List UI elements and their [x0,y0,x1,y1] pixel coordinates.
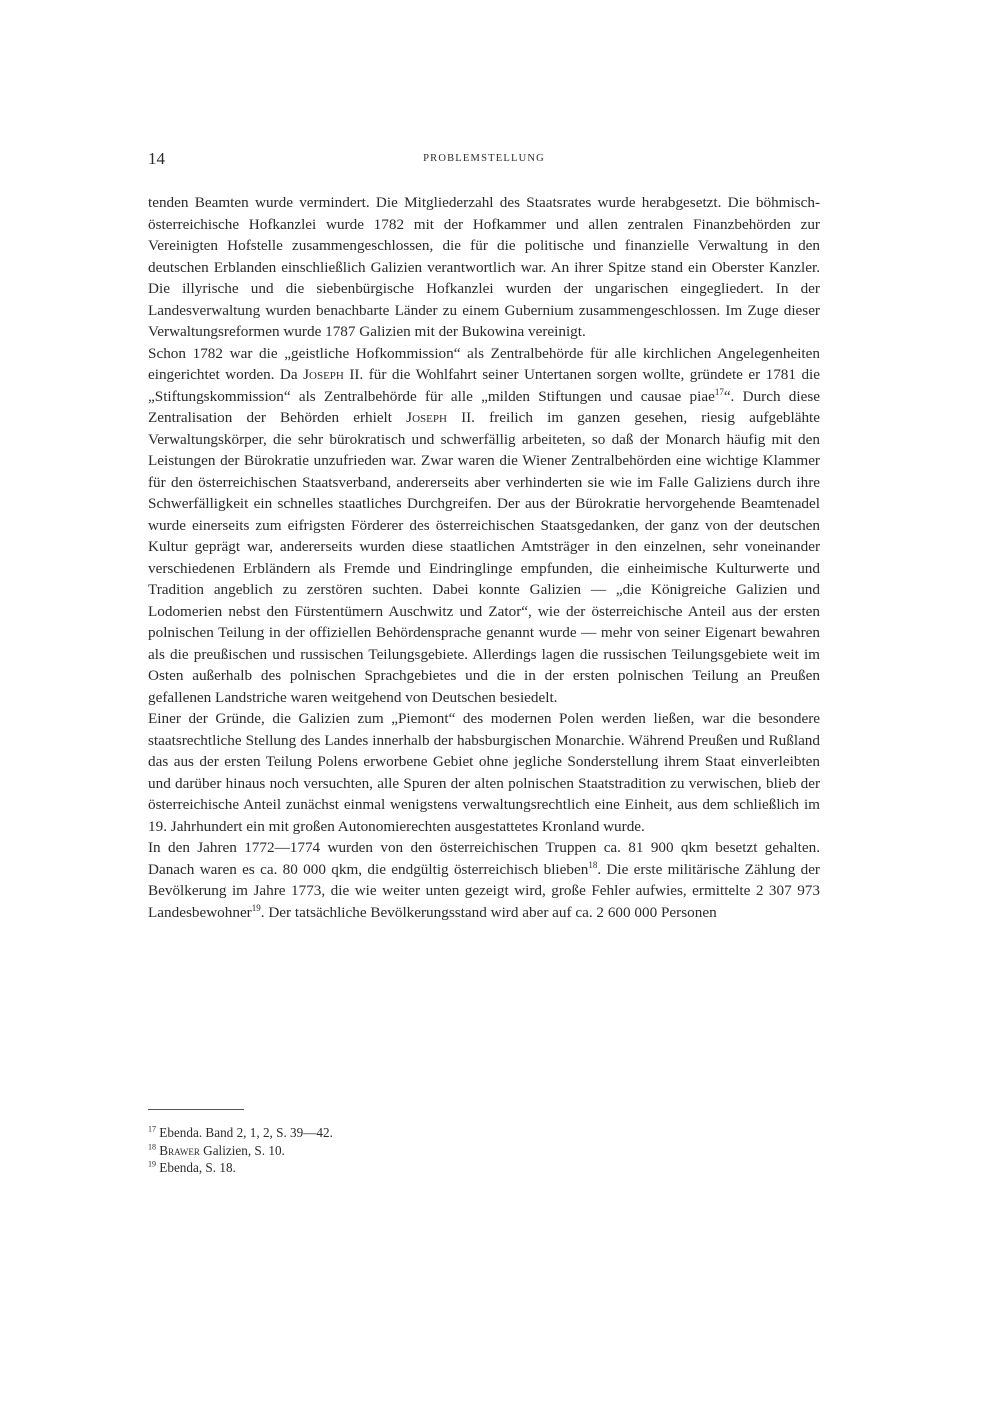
footnote [148,1142,820,1160]
footnote-text: Galizien, S. 10. [199,1142,285,1158]
footnote-separator [148,1109,244,1110]
footnote-number: 18 [148,1142,156,1152]
paragraph [148,192,820,343]
footnote [148,1124,820,1142]
body-text [148,192,820,923]
paragraph-text: In den Jahren 1772—1774 wurden von den österreichischen Truppen ca. 81 900 qkm besetzt gehalten. Danach waren es ca. 80 000 qkm, die endgültig österreichisch blieben [148,839,820,878]
page-header [148,148,820,170]
footnote-text: Ebenda. Band 2, 1, 2, S. 39—42. [159,1125,333,1140]
paragraph-text: . Die erste militärische Zählung der Bevölkerung im Jahre 1773, die wie weiter unten gezeigt wird, große Fehler aufwies, ermittelte 2 307 973 Landesbewohner [148,860,820,921]
paragraph-text: II. für die Wohlfahrt seiner Untertanen sorgen wollte, gründete er 1781 die „Stiftungskommission“ als Zentralbehörde für alle „milden Stiftungen und causae piae [148,366,820,405]
page-number: 14 [148,149,165,168]
paragraph [148,708,820,837]
person-name: Joseph [406,409,447,426]
footnotes [148,1124,820,1177]
running-head: PROBLEMSTELLUNG [423,153,545,164]
footnote-marker: 17 [714,386,724,397]
footnote [148,1159,820,1177]
paragraph-text: “. Durch diese Zentralisation der Behörden erhielt [148,387,820,426]
paragraph-text: Schon 1782 war die „geistliche Hofkommission“ als Zentralbehörde für alle kirchlichen Angelegenheiten eingerichtet worden. Da [148,344,820,383]
person-name: Joseph [303,366,344,383]
paragraph [148,343,820,709]
footnote-author: Brawer [159,1142,200,1158]
footnote-text: Ebenda, S. 18. [159,1160,236,1175]
footnote-number: 19 [148,1159,156,1169]
paragraph-text: Einer der Gründe, die Galizien zum „Piemont“ des modernen Polen werden ließen, war die besondere staatsrechtliche Stellung des Landes innerhalb der habsburgischen Monarchie. Während Preußen und Rußland das aus der ersten Teilung Polens erworbene Gebiet ohne jegliche Sonderstellung ihrem Staat einverleibten und darüber hinaus noch versuchten, alle Spuren der alten polnischen Staatstradition zu verwischen, blieb der österreichische Anteil zunächst einmal wenigstens verwaltungsrechtlich eine Einheit, aus dem schließlich im 19. Jahrhundert ein mit großen Autonomierechten ausgestattetes Kronland wurde. [148,710,820,835]
footnote-number: 17 [148,1124,156,1134]
footnote-marker: 18 [588,859,598,870]
paragraph-text: tenden Beamten wurde vermindert. Die Mitgliederzahl des Staatsrates wurde herabgesetzt. Die böhmisch-österreichische Hofkanzlei wurde 1782 mit der Hofkammer und allen zentralen Finanzbehörden zur Vereinigten Hofstelle zusammengeschlossen, die für die politische und finanzielle Verwaltung in den deutschen Erblanden einschließlich Galizien verantwortlich war. An ihrer Spitze stand ein Oberster Kanzler. Die illyrische und die siebenbürgische Hofkanzlei wurden der ungarischen eingegliedert. In der Landesverwaltung wurden benachbarte Länder zu einem Gubernium zusammengeschlossen. Im Zuge dieser Verwaltungsreformen wurde 1787 Galizien mit der Bukowina vereinigt. [148,194,820,340]
paragraph-text: . Der tatsächliche Bevölkerungsstand wird aber auf ca. 2 600 000 Personen [260,903,717,921]
paragraph-text: II. freilich im ganzen gesehen, riesig aufgeblähte Verwaltungskörper, die sehr bürokratisch und schwerfällig arbeiteten, so daß der Monarch häufig mit den Leistungen der Bürokratie unzufrieden war. Zwar waren die Wiener Zentralbehörden eine wichtige Klammer für den österreichischen Staatsverband, andererseits aber verhinderten sie wie im Falle Galiziens durch ihre Schwerfälligkeit ein schnelles staatliches Durchgreifen. Der aus der Bürokratie hervorgehende Beamtenadel wurde einerseits zum eifrigsten Förderer des österreichischen Staatsgedanken, der ganz von der deutschen Kultur geprägt war, andererseits wurden diese staatlichen Amtsträger in den einzelnen, sehr voneinander verschiedenen Erbländern als Fremde und Eindringlinge empfunden, die einheimische Kulturwerte und Tradition angeblich zu zerstören suchten. Dabei konnte Galizien — „die Königreiche Galizien und Lodomerien nebst den Fürstentümern Auschwitz und Zator“, wie der österreichische Anteil aus der ersten polnischen Teilung in der offiziellen Behördensprache genannt wurde — mehr von seiner Eigenart bewahren als die preußischen und russischen Teilungsgebiete. Allerdings lagen die russischen Teilungsgebiete weit im Osten außerhalb des polnischen Sprachgebietes und die in der ersten polnischen Teilung an Preußen gefallenen Landstriche waren weitgehend von Deutschen besiedelt. [148,409,821,706]
paragraph [148,837,820,923]
footnote-marker: 19 [251,902,261,913]
